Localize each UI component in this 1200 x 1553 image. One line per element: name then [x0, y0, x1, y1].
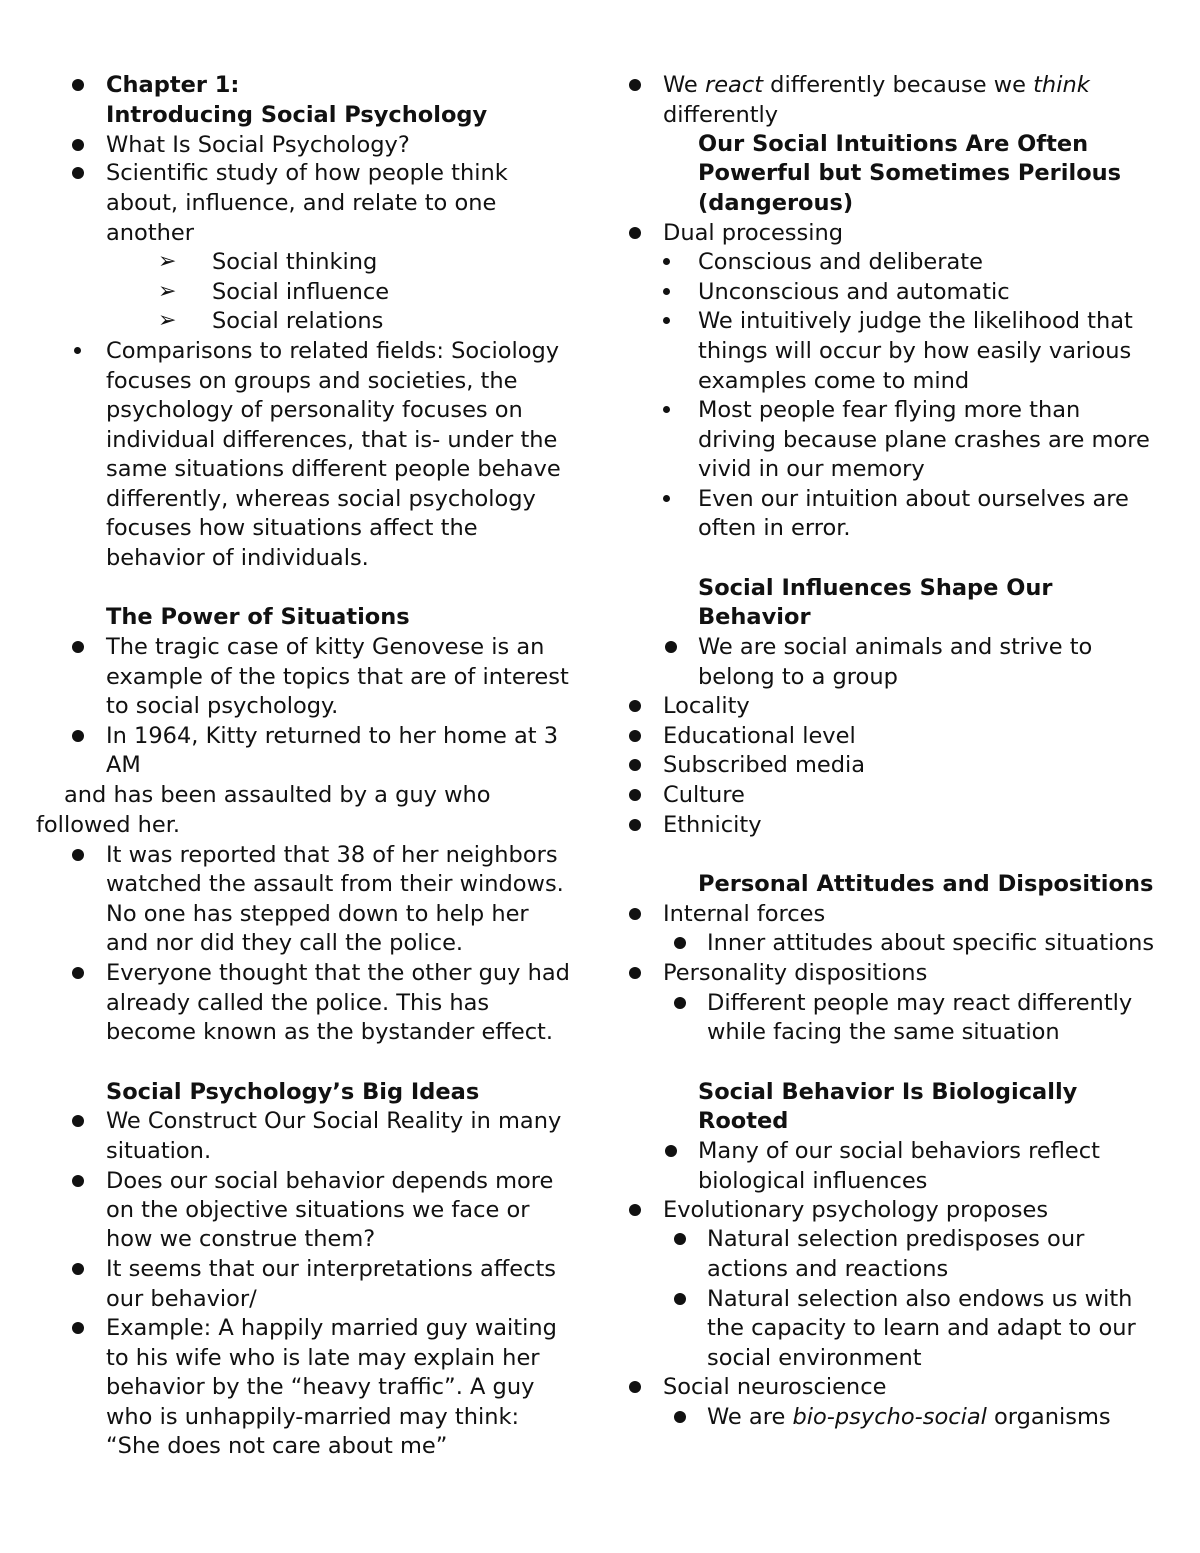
react-line: [663, 70, 1090, 100]
chapter-title: Introducing Social Psychology: [106, 102, 488, 128]
section-heading: Social Behavior Is Biologically: [698, 1079, 1078, 1105]
dual-sub-item: Most people fear flying more than: [698, 397, 1081, 423]
big-ideas-line: on the objective situations we face or: [106, 1197, 530, 1223]
influence-item: Educational level: [663, 723, 856, 749]
big-ideas-line: situation.: [106, 1138, 212, 1164]
influence-item: Locality: [663, 693, 750, 719]
attitudes-sub-item: Inner attitudes about specific situations: [707, 930, 1155, 956]
big-ideas-line: how we construe them?: [106, 1226, 376, 1252]
bullet-icon: [629, 1381, 641, 1393]
kitty-line: No one has stepped down to help her: [106, 901, 529, 927]
bullet-icon: [663, 406, 670, 413]
section-heading: Personal Attitudes and Dispositions: [698, 871, 1154, 897]
kitty-line: and has been assaulted by a guy who: [64, 782, 491, 808]
big-ideas-line: It seems that our interpretations affects: [106, 1256, 557, 1282]
influence-line: belong to a group: [698, 664, 898, 690]
dual-sub-item: vivid in our memory: [698, 456, 925, 482]
example-line: behavior by the “heavy traffic”. A guy: [106, 1374, 535, 1400]
attitudes-sub-item: Different people may react differently: [707, 990, 1133, 1016]
section-heading: Behavior: [698, 604, 811, 630]
kitty-line: watched the assault from their windows.: [106, 871, 564, 897]
comparisons-line: psychology of personality focuses on: [106, 397, 523, 423]
big-ideas-line: our behavior/: [106, 1286, 257, 1312]
bio-sub-item: Natural selection also endows us with: [707, 1286, 1133, 1312]
react-text: We: [663, 72, 705, 98]
kitty-line: Everyone thought that the other guy had: [106, 960, 570, 986]
bullet-icon: [665, 1145, 677, 1157]
attitudes-item: Personality dispositions: [663, 960, 928, 986]
comparisons-line: behavior of individuals.: [106, 545, 369, 571]
bullet-icon: [72, 1115, 84, 1127]
bullet-icon: [629, 967, 641, 979]
example-line: “She does not care about me”: [106, 1433, 448, 1459]
kitty-line: to social psychology.: [106, 693, 339, 719]
bullet-icon: [674, 1293, 686, 1305]
section-heading: Social Psychology’s Big Ideas: [106, 1079, 480, 1105]
influence-item: Ethnicity: [663, 812, 762, 838]
dual-sub-item: often in error.: [698, 515, 851, 541]
bullet-icon: [674, 1233, 686, 1245]
kitty-line: and nor did they call the police.: [106, 930, 464, 956]
definition-line: another: [106, 220, 194, 246]
bullet-icon: [663, 258, 670, 265]
bullet-icon: [663, 495, 670, 502]
bio-sub-item: [707, 1402, 1111, 1432]
bullet-icon: [665, 641, 677, 653]
bullet-icon: [629, 759, 641, 771]
arrow-bullet-icon: ➢: [158, 279, 177, 304]
react-emphasis: react: [704, 72, 764, 98]
bullet-icon: [72, 967, 84, 979]
dual-sub-item: Even our intuition about ourselves are: [698, 486, 1129, 512]
kitty-line: example of the topics that are of interest: [106, 664, 569, 690]
comparisons-line: Comparisons to related fields: Sociology: [106, 338, 560, 364]
chapter-label: Chapter 1:: [106, 72, 240, 98]
what-is-item: What Is Social Psychology?: [106, 132, 410, 158]
bullet-icon: [674, 937, 686, 949]
comparisons-line: focuses how situations affect the: [106, 515, 478, 541]
bio-item: Social neuroscience: [663, 1374, 887, 1400]
bullet-icon: [629, 789, 641, 801]
sub-item: Social influence: [212, 279, 390, 305]
bio-text: organisms: [986, 1404, 1111, 1430]
bio-sub-item: actions and reactions: [707, 1256, 949, 1282]
kitty-line: The tragic case of kitty Genovese is an: [106, 634, 545, 660]
big-ideas-line: We Construct Our Social Reality in many: [106, 1108, 562, 1134]
bullet-icon: [629, 79, 641, 91]
influence-item: Subscribed media: [663, 752, 866, 778]
section-heading: The Power of Situations: [106, 604, 410, 630]
example-line: who is unhappily-married may think:: [106, 1404, 520, 1430]
definition-line: about, influence, and relate to one: [106, 190, 497, 216]
section-heading: Rooted: [698, 1108, 789, 1134]
bullet-icon: [72, 730, 84, 742]
section-heading: Powerful but Sometimes Perilous: [698, 160, 1122, 186]
bullet-icon: [674, 1411, 686, 1423]
section-heading: Our Social Intuitions Are Often: [698, 131, 1089, 157]
dual-sub-item: Conscious and deliberate: [698, 249, 983, 275]
dual-sub-item: We intuitively judge the likelihood that: [698, 308, 1133, 334]
section-heading: (dangerous): [698, 190, 854, 216]
bio-term-emphasis: bio-psycho-social: [792, 1404, 987, 1430]
attitudes-item: Internal forces: [663, 901, 826, 927]
sub-item: Social thinking: [212, 249, 378, 275]
bullet-icon: [72, 167, 84, 179]
bullet-icon: [629, 227, 641, 239]
arrow-bullet-icon: ➢: [158, 308, 177, 333]
comparisons-line: focuses on groups and societies, the: [106, 368, 518, 394]
bio-line: biological influences: [698, 1168, 928, 1194]
bullet-icon: [629, 1204, 641, 1216]
think-emphasis: think: [1033, 72, 1090, 98]
bullet-icon: [72, 139, 84, 151]
kitty-line: In 1964, Kitty returned to her home at 3: [106, 723, 559, 749]
bullet-icon: [663, 317, 670, 324]
dual-sub-item: examples come to mind: [698, 368, 970, 394]
comparisons-line: same situations different people behave: [106, 456, 561, 482]
bio-item: Evolutionary psychology proposes: [663, 1197, 1049, 1223]
bio-text: We are: [707, 1404, 793, 1430]
bullet-icon: [663, 288, 670, 295]
kitty-line: It was reported that 38 of her neighbors: [106, 842, 558, 868]
definition-line: Scientific study of how people think: [106, 160, 508, 186]
dual-sub-item: driving because plane crashes are more: [698, 427, 1150, 453]
example-line: Example: A happily married guy waiting: [106, 1315, 557, 1341]
bullet-icon: [629, 730, 641, 742]
influence-line: We are social animals and strive to: [698, 634, 1093, 660]
react-text: differently because we: [763, 72, 1034, 98]
kitty-line: become known as the bystander effect.: [106, 1019, 554, 1045]
attitudes-sub-item: while facing the same situation: [707, 1019, 1060, 1045]
dual-processing-item: Dual processing: [663, 220, 844, 246]
bio-line: Many of our social behaviors reflect: [698, 1138, 1100, 1164]
dual-sub-item: things will occur by how easily various: [698, 338, 1132, 364]
bullet-icon: [629, 700, 641, 712]
sub-item: Social relations: [212, 308, 384, 334]
bullet-icon: [74, 347, 81, 354]
kitty-line: followed her.: [36, 812, 181, 838]
bullet-icon: [72, 1322, 84, 1334]
bio-sub-item: Natural selection predisposes our: [707, 1226, 1085, 1252]
example-line: to his wife who is late may explain her: [106, 1345, 540, 1371]
bullet-icon: [72, 1175, 84, 1187]
bullet-icon: [629, 908, 641, 920]
influence-item: Culture: [663, 782, 745, 808]
bullet-icon: [674, 997, 686, 1009]
arrow-bullet-icon: ➢: [158, 249, 177, 274]
dual-sub-item: Unconscious and automatic: [698, 279, 1010, 305]
kitty-line: already called the police. This has: [106, 990, 490, 1016]
bullet-icon: [72, 641, 84, 653]
comparisons-line: differently, whereas social psychology: [106, 486, 536, 512]
kitty-line: AM: [106, 752, 141, 778]
bullet-icon: [629, 819, 641, 831]
react-line: differently: [663, 102, 779, 128]
bio-sub-item: social environment: [707, 1345, 922, 1371]
comparisons-line: individual differences, that is- under the: [106, 427, 558, 453]
bio-sub-item: the capacity to learn and adapt to our: [707, 1315, 1136, 1341]
big-ideas-line: Does our social behavior depends more: [106, 1168, 554, 1194]
bullet-icon: [72, 849, 84, 861]
section-heading: Social Influences Shape Our: [698, 575, 1053, 601]
bullet-icon: [72, 79, 84, 91]
bullet-icon: [72, 1263, 84, 1275]
